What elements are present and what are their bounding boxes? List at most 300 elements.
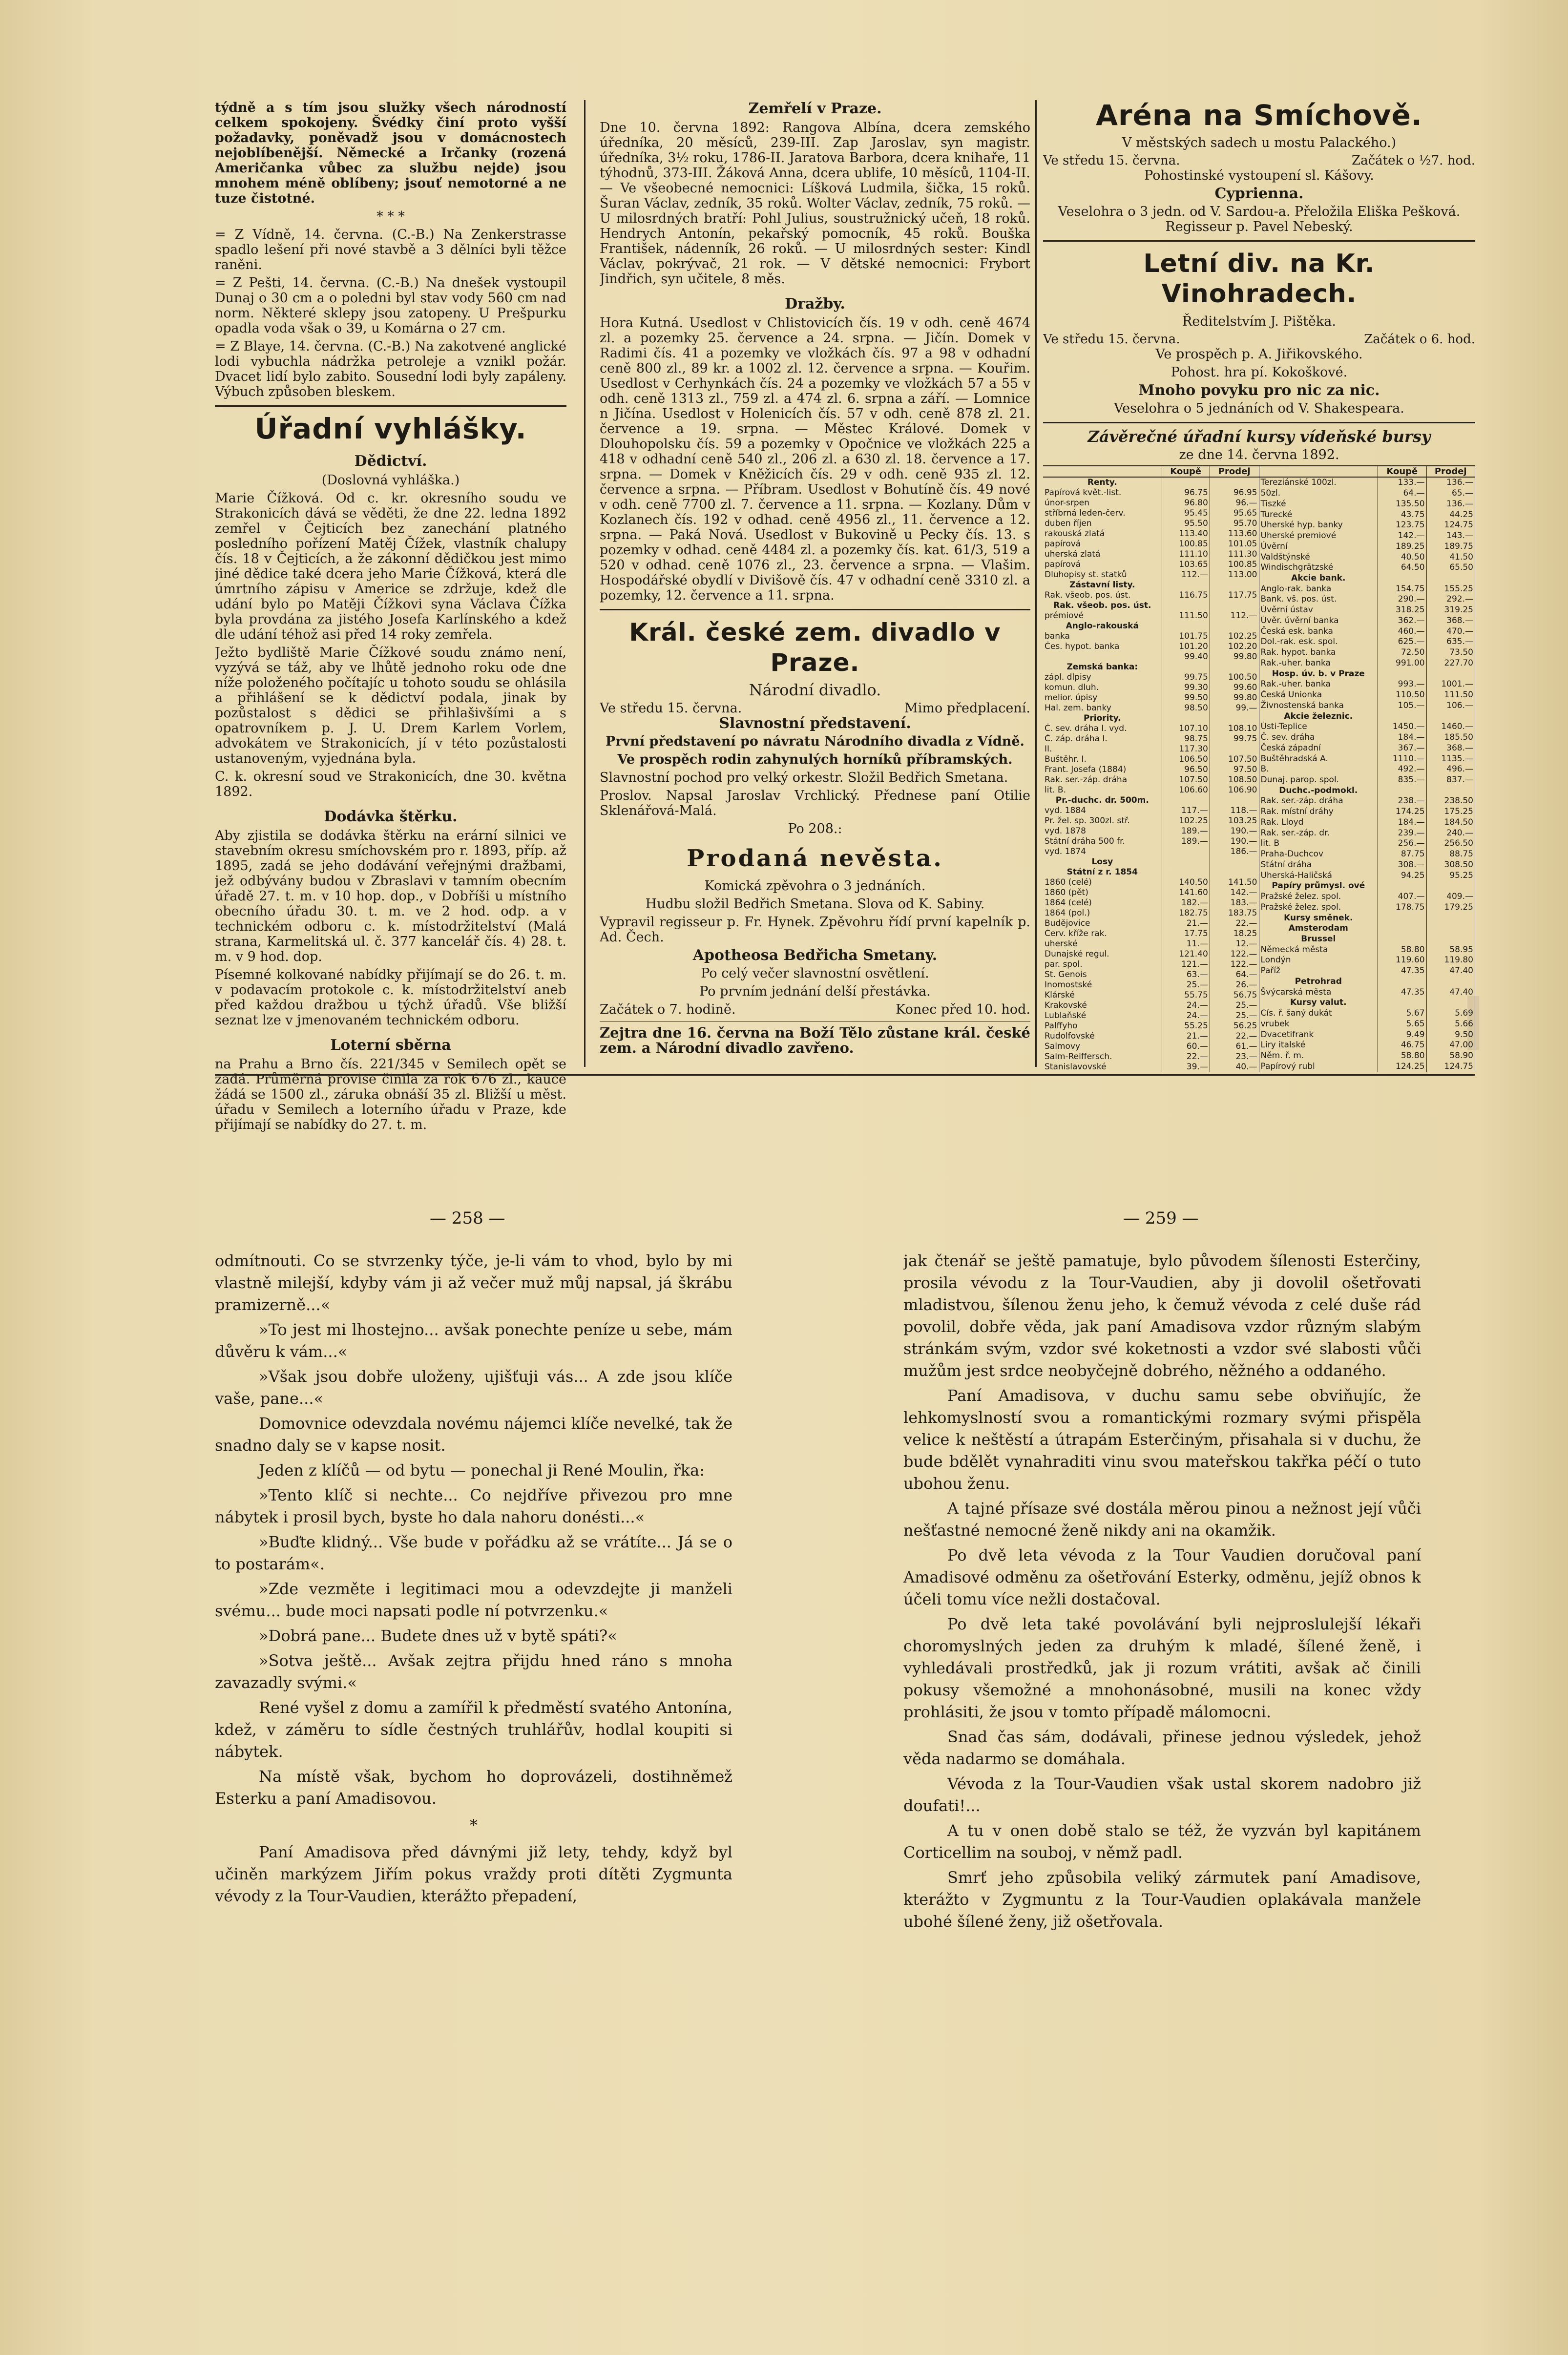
market-row	[1043, 918, 1259, 929]
market-buy: 103.65	[1162, 560, 1210, 570]
market-buy: 238.—	[1378, 796, 1426, 807]
market-label: Ústi-Teplice	[1259, 722, 1378, 732]
theatre-line: Po 208.:	[788, 821, 842, 836]
market-buy: 11.—	[1162, 939, 1210, 949]
market-row	[1043, 898, 1259, 908]
market-sell: 44.25	[1426, 509, 1475, 520]
closing-notice: Zejtra dne 16. června na Boží Tělo zůstane král. české zem. a Národní divadlo zavřeno.	[600, 1024, 1030, 1056]
market-sell: 141.50	[1210, 877, 1259, 888]
market-sell	[1426, 998, 1475, 1008]
market-label: Dunajské regul.	[1043, 949, 1162, 959]
market-label: duben říjen	[1043, 519, 1162, 529]
market-row	[1043, 590, 1259, 601]
market-label: Duchc.-podmokl.	[1259, 785, 1378, 796]
market-sell: 5.69	[1426, 1008, 1475, 1019]
letni-date: Ve středu 15. června.	[1043, 332, 1180, 347]
story-paragraph: Paní Amadisova před dávnými již lety, tehdy, když byl učiněn markýzem Jiřím pokus vraždy proti dítěti Zygmunta vévody z la Tour-Vaudien, kterážto přepadení,	[215, 1843, 732, 1905]
market-buy: 106.60	[1162, 785, 1210, 795]
market-label: Něm. ř. m.	[1259, 1051, 1378, 1062]
market-buy: 46.75	[1378, 1040, 1426, 1051]
subsection-heading: Loterní sběrna	[330, 1037, 451, 1054]
market-row	[1043, 580, 1259, 590]
market-buy: 58.80	[1378, 1051, 1426, 1062]
market-label: Renty.	[1043, 477, 1162, 488]
market-sell: 185.50	[1426, 732, 1475, 743]
market-label: Rak.-uher. banka	[1259, 658, 1378, 669]
market-sell	[1426, 934, 1475, 945]
market-buy	[1162, 713, 1210, 724]
market-row	[1259, 616, 1475, 626]
letni-line: Mnoho povyku pro nic za nic.	[1138, 382, 1380, 399]
story-paragraph: A tajné přísaze své dostála měrou pinou a nežnost její vůči nešťastné nemocné ženě nikdy ani na okamžik.	[903, 1499, 1421, 1540]
market-label: papírová	[1043, 539, 1162, 549]
market-label: Hal. zem. banky	[1043, 703, 1162, 713]
market-row	[1259, 987, 1475, 998]
market-row	[1043, 693, 1259, 703]
market-sell: 41.50	[1426, 552, 1475, 563]
market-buy: 64.—	[1378, 488, 1426, 499]
market-row	[1043, 477, 1259, 488]
market-buy: 407.—	[1378, 892, 1426, 902]
market-sell: 136.—	[1426, 499, 1475, 510]
market-row	[1043, 631, 1259, 642]
market-sell: 5.66	[1426, 1019, 1475, 1030]
market-label: Liry italské	[1259, 1040, 1378, 1051]
market-row	[1259, 711, 1475, 722]
market-label: 1864 (pol.)	[1043, 908, 1162, 918]
market-sell: 117.75	[1210, 590, 1259, 601]
market-label: Palffyho	[1043, 1021, 1162, 1031]
market-buy: 107.50	[1162, 775, 1210, 785]
market-sell	[1210, 477, 1259, 488]
market-buy: 96.80	[1162, 498, 1210, 508]
market-label: Pr.-duchc. dr. 500m.	[1043, 795, 1162, 806]
market-sell: 58.90	[1426, 1051, 1475, 1062]
letni-title: Letní div. na Kr. Vinohradech.	[1143, 249, 1375, 309]
market-label	[1043, 652, 1162, 662]
divider	[215, 405, 566, 407]
separator-star: *	[470, 1816, 478, 1834]
market-row	[1043, 877, 1259, 888]
market-row	[1259, 584, 1475, 594]
market-sell	[1426, 711, 1475, 722]
story-paragraph: Po dvě leta také povolávání byli nejproslulejší lékaři choromyslných jeden za druhým k mladé, šílené ženě, i vyhledávali prostředků, jak ji rozum vrátiti, avšak ač činili pokusy všemožné a mnohonásobné, musili na konec vždy prohlásiti, že jsou v tomto případě málomocni.	[903, 1615, 1421, 1721]
market-sell: 143.—	[1426, 531, 1475, 542]
market-buy: 256.—	[1378, 838, 1426, 849]
market-label: Papíry průmysl. ové	[1259, 881, 1378, 892]
market-buy	[1378, 923, 1426, 934]
market-table-left	[1043, 465, 1259, 1072]
market-label: 1860 (pět)	[1043, 888, 1162, 898]
market-sell: 238.50	[1426, 796, 1475, 807]
market-buy: 40.50	[1378, 552, 1426, 563]
market-row	[1259, 934, 1475, 945]
market-sell: 111.50	[1426, 690, 1475, 701]
market-sell: 12.—	[1210, 939, 1259, 949]
market-sell: 118.—	[1210, 806, 1259, 816]
market-buy: 290.—	[1378, 594, 1426, 605]
market-sell: 65.50	[1426, 563, 1475, 573]
market-sell: 101.05	[1210, 539, 1259, 549]
market-sell: 18.25	[1210, 929, 1259, 939]
market-row	[1259, 892, 1475, 902]
market-row	[1259, 1051, 1475, 1062]
market-row	[1043, 826, 1259, 836]
market-label: Dluhopisy st. statků	[1043, 570, 1162, 580]
market-buy: 99.50	[1162, 693, 1210, 703]
market-buy: 367.—	[1378, 743, 1426, 753]
market-label: 50zl.	[1259, 488, 1378, 499]
market-buy: 101.75	[1162, 631, 1210, 642]
market-label: Úvěrní ústav	[1259, 605, 1378, 616]
market-row	[1043, 754, 1259, 765]
market-row	[1043, 929, 1259, 939]
intro-paragraph: týdně a s tím jsou služky všech národností celkem spokojeny. Švédky činí proto vyšší požadavky, poněvadž jsou v domácnostech nejoblíbenější. Německé a Irčanky (rozená Američanka vůbec za službu nejde) jsou mnohem méně oblíbeny; jsouť nemotorné a ne tuze čistotné.	[215, 100, 566, 206]
market-buy: 142.—	[1378, 531, 1426, 542]
market-label: zápl. dlpisy	[1043, 672, 1162, 683]
market-sell: 47.00	[1426, 1040, 1475, 1051]
market-label: Salm-Reiffersch.	[1043, 1052, 1162, 1062]
market-buy: 63.—	[1162, 970, 1210, 980]
market-sell: 23.—	[1210, 1052, 1259, 1062]
market-buy: 123.75	[1378, 520, 1426, 531]
market-row	[1259, 722, 1475, 732]
market-sell: 108.10	[1210, 724, 1259, 734]
market-buy: 24.—	[1162, 1000, 1210, 1011]
market-buy	[1378, 998, 1426, 1008]
market-sell: 1001.—	[1426, 679, 1475, 690]
market-row	[1043, 970, 1259, 980]
market-label: Stanislavovské	[1043, 1062, 1162, 1072]
market-row	[1259, 626, 1475, 637]
market-buy: 106.50	[1162, 754, 1210, 765]
market-row	[1259, 477, 1475, 488]
market-sell: 136.—	[1426, 477, 1475, 488]
column-header-buy: Koupě	[1378, 466, 1426, 477]
market-buy	[1162, 847, 1210, 857]
market-buy	[1162, 662, 1210, 672]
news-item: = Z Pešti, 14. června. (C.-B.) Na dnešek vystoupil Dunaj o 30 cm a o poledni byl stav vody 560 cm nad norm. Některé sklepy jsou zatopeny. U Prešpurku opadla voda však o 39, u Komárna o 27 cm.	[215, 275, 566, 336]
market-label: Kursy valut.	[1259, 998, 1378, 1008]
story-paragraph: René vyšel z domu a zamířil k předměstí svatého Antonína, kdež, v záměru to sídle čestných truhlářův, hodlal koupiti si nábytek.	[215, 1698, 732, 1761]
market-row	[1259, 732, 1475, 743]
market-label: Č. záp. dráha I.	[1043, 734, 1162, 744]
story-paragraph: »Dobrá pane... Budete dnes už v bytě spáti?«	[259, 1626, 617, 1645]
market-buy: 239.—	[1378, 828, 1426, 838]
market-sell	[1426, 923, 1475, 934]
market-label: banka	[1043, 631, 1162, 642]
market-label: Pražské želez. spol.	[1259, 892, 1378, 902]
market-sell: 496.—	[1426, 764, 1475, 775]
market-label: B.	[1259, 764, 1378, 775]
market-sell: 256.50	[1426, 838, 1475, 849]
market-label: melior. úpisy	[1043, 693, 1162, 703]
market-label: II.	[1043, 744, 1162, 754]
market-label: Londýn	[1259, 955, 1378, 966]
market-row	[1043, 529, 1259, 539]
column-rule	[1035, 100, 1037, 1067]
market-row	[1043, 560, 1259, 570]
market-buy: 154.75	[1378, 584, 1426, 594]
market-sell	[1210, 857, 1259, 867]
market-buy	[1378, 934, 1426, 945]
market-label: Uherské hyp. banky	[1259, 520, 1378, 531]
market-row	[1259, 966, 1475, 977]
market-row	[1043, 990, 1259, 1000]
market-label: Čes. hypot. banka	[1043, 642, 1162, 652]
news-item: = Z Blaye, 14. června. (C.-B.) Na zakotvené anglické lodi vybuchla nádržka petroleje a vznikl požár. Dvacet lidí bylo zabito. Sousední lodi byly zapáleny. Výbuch způsoben bleskem.	[215, 339, 566, 399]
market-row	[1259, 700, 1475, 711]
market-label: únor-srpen	[1043, 498, 1162, 508]
market-buy: 25.—	[1162, 980, 1210, 990]
market-label: Akcie bank.	[1259, 573, 1378, 584]
market-label: Červ. kříže rak.	[1043, 929, 1162, 939]
story-paragraph: »Tento klíč si nechte... Co nejdříve přivezou pro mne nábytek i prosil bych, byste ho dala nahoru donésti...«	[215, 1486, 732, 1526]
story-paragraph: jak čtenář se ještě pamatuje, bylo původem šílenosti Esterčiny, prosila vévodu z la Tour-Vaudien, aby ji dovolil ošetřovati mladistvou, šílenou ženu jeho, k čemuž vévoda z celé duše rád povolil, dobře věda, jak paní Amadisova vzdor různým slabým stránkám svým, vzdor své koketnosti a vzdor své slabosti vůči mužům jest srdce neobyčejně dobrého, něžného a oddaného.	[903, 1251, 1421, 1380]
market-sell: 175.25	[1426, 807, 1475, 817]
market-label: Budějovice	[1043, 918, 1162, 929]
start-time: Začátek o 7. hodině.	[600, 1002, 736, 1017]
paragraph: na Prahu a Brno čís. 221/345 v Semilech opět se zadá. Průměrná provise činila za rok 676 zl., kauce žádá se 1500 zl., záruka obnáší 35 zl. Bližší u měst. úřadu v Semilech a loterního úřadu v Praze, kde přijímají se nabídky do 27. t. m.	[215, 1057, 566, 1132]
market-sell: 96.95	[1210, 488, 1259, 498]
market-row	[1259, 764, 1475, 775]
market-row	[1259, 870, 1475, 881]
market-label: Rak. ser.-záp. dr.	[1259, 828, 1378, 838]
theatre-line: Slavnostní představení.	[719, 715, 911, 732]
market-label: Státní dráha 500 fr.	[1043, 836, 1162, 847]
market-buy: 112.—	[1162, 570, 1210, 580]
market-sell	[1210, 621, 1259, 631]
market-row	[1259, 647, 1475, 658]
market-sell: 99.—	[1210, 703, 1259, 713]
market-row	[1043, 539, 1259, 549]
market-sell: 368.—	[1426, 743, 1475, 753]
letni-line: Ve prospěch p. A. Jiřikovského.	[1155, 347, 1363, 362]
market-buy: 124.25	[1378, 1061, 1426, 1072]
market-row	[1259, 913, 1475, 923]
time-row	[600, 1002, 1030, 1017]
column-header-buy: Koupě	[1162, 466, 1210, 477]
page-divider	[215, 1074, 1475, 1076]
theatre-line: Slavnostní pochod pro velký orkestr. Složil Bedřich Smetana.	[600, 770, 1008, 785]
theatre-extra: Mimo předplacení.	[904, 701, 1030, 716]
market-buy: 117.—	[1162, 806, 1210, 816]
market-label: vyd. 1884	[1043, 806, 1162, 816]
paragraph: Hora Kutná. Usedlost v Chlistovicích čís. 19 v odh. ceně 4674 zl. a pozemky 25. července a 24. srpna. — Jičín. Domek v Radimi čís. 41 a pozemky ve vložkách čís. 97 a 98 v odhadní ceně 800 zl., 89 kr. a 1002 zl. 12. července a srpna. — Kouřim. Usedlost v Cerhynkách čís. 24 a pozemky ve vložkách 57 a 55 v odh. ceně 1313 zl., 759 zl. a 474 zl. 6. srpna a září. — Lomnice n Jičína. Usedlost v Holenicích čís. 57 v odh. ceně 878 zl. 21. července a 19. srpna. — Městec Králové. Domek v Dlouhopolsku čís. 59 a pozemky v Opočnice ve vložkách 225 a 418 v odhadní ceně 540 zl., 206 zl. a 630 zl. 18. července a 17. srpna. — Domek v Kněžicích čís. 29 v odh. ceně 935 zl. 12. července a srpna. — Příbram. Usedlost v Bohutíně čís. 49 nové v odh. ceně 7700 zl. 7. července a 11. srpna. — Kozlany. Dům v Kozlanech čís. 192 v odhad. ceně 4956 zl., 11. července a 12. srpna. — Paká Nová. Usedlost v Bukovině u Pecky čís. 13. s pozemky v odhad. ceně 4484 zl. a pozemky čís. kat. 61/3, 519 a 520 v odhad. ceně 1076 zl., 23. července a srpna. — Vlašim. Hospodářské obydlí v Divišově čís. 47 v odhadní ceně 3310 zl. a pozemky, 12. července a 11. srpna.	[600, 315, 1030, 603]
market-row	[1043, 642, 1259, 652]
market-buy: 17.75	[1162, 929, 1210, 939]
bourse-title: Závěrečné úřadní kursy vídeňské bursy	[1087, 427, 1431, 446]
market-buy: 21.—	[1162, 1031, 1210, 1042]
subsection-heading: Dražby.	[785, 295, 845, 313]
market-sell	[1426, 668, 1475, 679]
market-sell: 319.25	[1426, 605, 1475, 616]
paragraph: Písemné kolkované nabídky přijímají se do 26. t. m. v podavacím protokole c. k. místodržitelství aneb před každou dražbou u týchž úřadů. Vše bližší seznat lze v jmenovaném technickém odboru.	[215, 967, 566, 1028]
market-label: 1864 (celé)	[1043, 898, 1162, 908]
market-label: Krakovské	[1043, 1000, 1162, 1011]
market-buy: 5.67	[1378, 1008, 1426, 1019]
market-buy	[1378, 668, 1426, 679]
market-label: lit. B.	[1043, 785, 1162, 795]
market-row	[1259, 1061, 1475, 1072]
market-row	[1043, 652, 1259, 662]
market-buy: 55.25	[1162, 1021, 1210, 1031]
market-row	[1043, 508, 1259, 519]
market-buy: 308.—	[1378, 859, 1426, 870]
arena-date-row	[1043, 153, 1475, 168]
market-buy: 47.35	[1378, 987, 1426, 998]
market-buy: 189.—	[1162, 826, 1210, 836]
market-sell: 26.—	[1210, 980, 1259, 990]
market-buy: 182.75	[1162, 908, 1210, 918]
market-row	[1043, 795, 1259, 806]
market-label: Klárské	[1043, 990, 1162, 1000]
market-buy: 100.85	[1162, 539, 1210, 549]
market-sell: 155.25	[1426, 584, 1475, 594]
section-title: Úřadní vyhlášky.	[254, 412, 527, 445]
market-row	[1259, 509, 1475, 520]
market-sell: 113.00	[1210, 570, 1259, 580]
market-sell	[1210, 713, 1259, 724]
market-row	[1043, 672, 1259, 683]
market-sell: 103.25	[1210, 816, 1259, 826]
market-buy: 39.—	[1162, 1062, 1210, 1072]
market-sell: 106.—	[1426, 700, 1475, 711]
market-row	[1259, 1029, 1475, 1040]
market-row	[1259, 817, 1475, 828]
market-label: Salmovy	[1043, 1042, 1162, 1052]
market-sell: 97.50	[1210, 765, 1259, 775]
market-row	[1259, 679, 1475, 690]
letni-start: Začátek o 6. hod.	[1364, 332, 1475, 347]
market-row	[1043, 939, 1259, 949]
market-label: Paříž	[1259, 966, 1378, 977]
market-sell: 40.—	[1210, 1062, 1259, 1072]
market-row	[1259, 594, 1475, 605]
market-buy: 96.75	[1162, 488, 1210, 498]
market-row	[1043, 549, 1259, 560]
market-row	[1043, 498, 1259, 508]
theatre-title: Král. české zem. divadlo v Praze.	[629, 618, 1001, 677]
market-buy: 72.50	[1378, 647, 1426, 658]
market-label: Rak. ser.-záp. dráha	[1259, 796, 1378, 807]
subsection-heading: Dědictví.	[354, 453, 427, 470]
market-sell: 88.75	[1426, 849, 1475, 860]
market-sell: 227.70	[1426, 658, 1475, 669]
market-label: Pražské želez. spol.	[1259, 902, 1378, 913]
opera-line: Vypravil regisseur p. Fr. Hynek. Zpěvohru řídí první kapelník p. Ad. Čech.	[600, 915, 1030, 945]
column-header-sell: Prodej	[1426, 466, 1475, 477]
story-page-right	[903, 1250, 1421, 2275]
market-label: par. spol.	[1043, 959, 1162, 970]
market-buy: 102.25	[1162, 816, 1210, 826]
market-buy: 24.—	[1162, 1011, 1210, 1021]
market-label: Švýcarská města	[1259, 987, 1378, 998]
market-buy: 993.—	[1378, 679, 1426, 690]
market-sell: 189.75	[1426, 541, 1475, 552]
column-rule	[584, 100, 585, 1067]
market-label: Tereziánské 100zl.	[1259, 477, 1378, 488]
market-row	[1043, 488, 1259, 498]
market-label: Anglo-rakouská	[1043, 621, 1162, 631]
market-sell: 635.—	[1426, 637, 1475, 647]
apotheosis-title: Apotheosa Bedřicha Smetany.	[692, 947, 938, 964]
market-row	[1259, 902, 1475, 913]
page-number-right: — 259 —	[1123, 1209, 1199, 1228]
story-paragraph: »Zde vezměte i legitimaci mou a odevzdejte ji manželi svému... bude moci napsati podle ní potvrzenku.«	[215, 1580, 732, 1620]
market-label: Rak. místní dráhy	[1259, 807, 1378, 817]
market-sell: 184.50	[1426, 817, 1475, 828]
story-paragraph: Jeden z klíčů — od bytu — ponechal ji René Moulin, řka:	[259, 1461, 705, 1480]
market-row	[1043, 724, 1259, 734]
market-row	[1043, 683, 1259, 693]
market-row	[1043, 611, 1259, 621]
market-sell: 102.25	[1210, 631, 1259, 642]
market-row	[1259, 785, 1475, 796]
market-row	[1259, 1019, 1475, 1030]
market-label: Hosp. úv. b. v Praze	[1259, 668, 1378, 679]
market-label: Rak. hypot. banka	[1259, 647, 1378, 658]
market-row	[1259, 849, 1475, 860]
market-row	[1043, 888, 1259, 898]
market-buy: 47.35	[1378, 966, 1426, 977]
divider	[1043, 422, 1475, 423]
market-label: rakouská zlatá	[1043, 529, 1162, 539]
market-row	[1043, 857, 1259, 867]
market-sell	[1426, 913, 1475, 923]
market-row	[1259, 881, 1475, 892]
market-sell: 73.50	[1426, 647, 1475, 658]
market-row	[1259, 637, 1475, 647]
market-buy	[1378, 711, 1426, 722]
arena-line: Pohostinské vystoupení sl. Kášovy.	[1144, 168, 1374, 183]
market-label: uherské	[1043, 939, 1162, 949]
story-paragraph: Po dvě leta vévoda z la Tour Vaudien doručoval paní Amadisové odměnu za ošetřování Esterky, odměnu, jejíž obnos k účeli tomu více nežli dostačoval.	[903, 1546, 1421, 1608]
market-buy: 117.30	[1162, 744, 1210, 754]
market-buy: 98.75	[1162, 734, 1210, 744]
market-sell: 368.—	[1426, 616, 1475, 626]
market-sell: 108.50	[1210, 775, 1259, 785]
market-label: Dvacetifrank	[1259, 1029, 1378, 1040]
market-sell: 56.25	[1210, 1021, 1259, 1031]
opera-line: Hudbu složil Bedřich Smetana. Slova od K. Sabiny.	[645, 896, 985, 912]
market-row	[1043, 806, 1259, 816]
market-label: Česká esk. banka	[1259, 626, 1378, 637]
letni-line: Veselohra o 5 jednáních od V. Shakespeara.	[1114, 401, 1404, 416]
market-buy: 121.40	[1162, 949, 1210, 959]
market-label: Rak. ser.-záp. dráha	[1043, 775, 1162, 785]
story-paragraph: Smrť jeho způsobila veliký zármutek paní Amadisove, kterážto v Zygmuntu z la Tour-Vaudien oplakávala manžele ubohé šílené ženy, již ošetřovala.	[903, 1868, 1421, 1931]
theatre-line: Proslov. Napsal Jaroslav Vrchlický. Přednese paní Otilie Sklenářová-Malá.	[600, 788, 1030, 818]
market-row	[1043, 1011, 1259, 1021]
market-row	[1043, 908, 1259, 918]
market-sell: 183.—	[1210, 898, 1259, 908]
market-buy: 94.25	[1378, 870, 1426, 881]
market-sell: 179.25	[1426, 902, 1475, 913]
market-row	[1043, 570, 1259, 580]
market-buy: 95.50	[1162, 519, 1210, 529]
market-row	[1043, 867, 1259, 877]
market-label: Česká západní	[1259, 743, 1378, 753]
market-buy: 105.—	[1378, 700, 1426, 711]
market-sell: 122.—	[1210, 949, 1259, 959]
paragraph: Dne 10. června 1892: Rangova Albína, dcera zemského úředníka, 20 měsíců, 239-III. Zap Jaroslav, syn magistr. úředníka, 3½ roku, 1786-II. Jaratova Barbora, dcera knihaře, 11 týhodnů, 373-III. Žáková Anna, dcera ublife, 10 měsíců, 1104-II. — Ve všeobecné nemocnici: Líšková Ludmila, šička, 15 roků. Šuran Václav, zedník, 35 roků. Wolter Václav, zedník, 75 roků. — U milosrdných bratří: Pohl Julius, soustružnický učeň, 18 roků. Hendrych Antonín, pekařský pomocník, 45 roků. Bouška František, nádenník, 26 roků. — U milosrdných sester: Kindl Václav, pokrývač, 21 rok. — V dětské nemocnici: Frybort Jindřich, syn učitele, 8 měs.	[600, 120, 1030, 287]
market-label: Rak. všeob. pos. úst.	[1043, 590, 1162, 601]
market-sell: 308.50	[1426, 859, 1475, 870]
market-buy: 119.60	[1378, 955, 1426, 966]
story-paragraph: A tu v onen době stalo se též, že vyzván byl kapitánem Corticellim na souboj, v němž padl.	[903, 1821, 1421, 1862]
market-label: papírová	[1043, 560, 1162, 570]
